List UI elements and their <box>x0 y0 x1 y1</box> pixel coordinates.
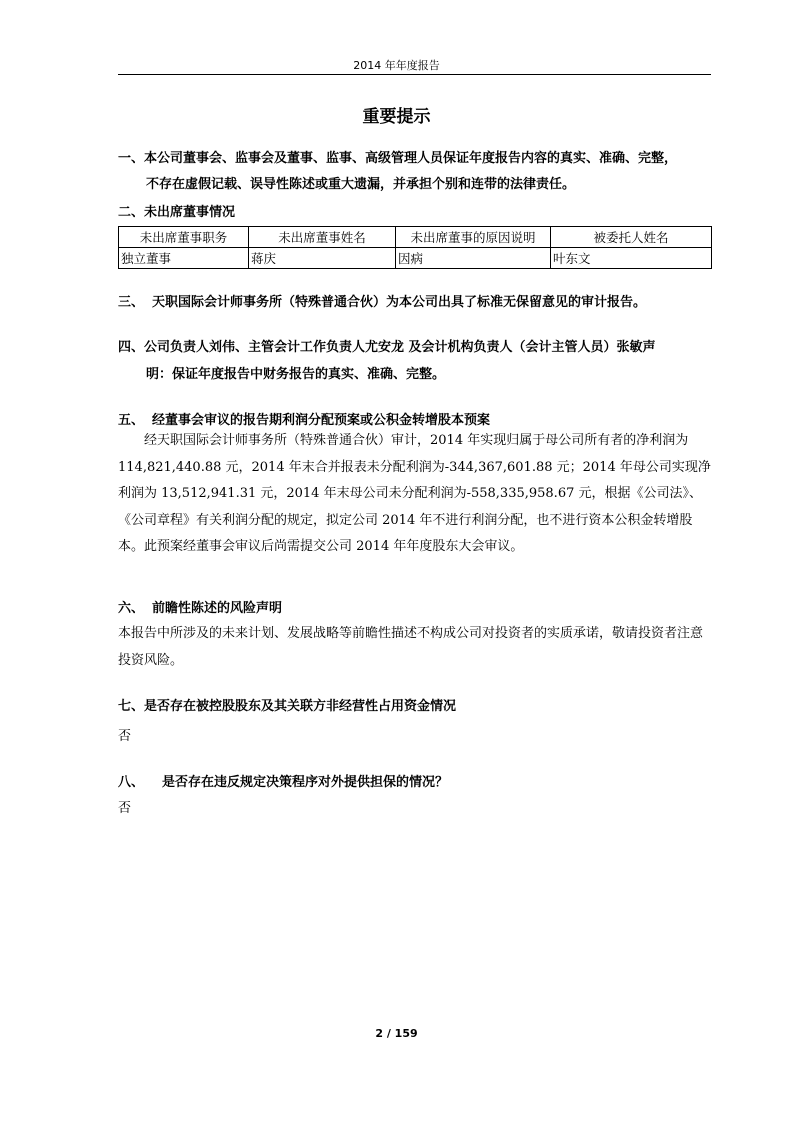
page-number: 2 / 159 <box>375 1027 418 1040</box>
section-2-number: 二、 <box>118 205 145 220</box>
section-8-number: 八、 <box>118 775 145 790</box>
section-4-line-1 <box>118 336 656 355</box>
section-5-heading <box>118 409 490 428</box>
table-cell: 蒋庆 <box>249 248 396 269</box>
table-cell: 因病 <box>396 248 551 269</box>
running-header: 2014 年年度报告 <box>353 59 440 72</box>
section-2-title: 未出席董事情况 <box>144 205 236 220</box>
section-3-number: 三、 <box>118 295 145 310</box>
section-4-text-line-1: 公司负责人刘伟、主管会计工作负责人尤安龙 及会计机构负责人（会计主管人员）张敏声 <box>144 340 656 355</box>
section-7-number: 七、 <box>118 699 145 714</box>
section-7-title: 是否存在被控股股东及其关联方非经营性占用资金情况 <box>144 699 457 714</box>
section-6-heading <box>118 597 282 616</box>
section-1-text-line-2: 不存在虚假记载、误导性陈述或重大遗漏，并承担个别和连带的法律责任。 <box>146 177 576 192</box>
section-1-text-line-1: 本公司董事会、监事会及董事、监事、高级管理人员保证年度报告内容的真实、准确、完整， <box>144 151 678 166</box>
section-8-title: 是否存在违反规定决策程序对外提供担保的情况？ <box>162 775 449 790</box>
section-5-body: 经天职国际会计师事务所（特殊普通合伙）审计，2014 年实现归属于母公司所有者的净利润为 114,821,440.88 元，2014 年末合并报表未分配利润为-344,367,601.88 元；2014 年母公司实现净利润为 13,512,941.31 元，2014 年末母公司未分配利润为-558,335,958.67 元，根据《公司法》、《公司章程》有关利润分配的规定，拟定公司 2014 年不进行利润分配，也不进行资本公积金转增股本。此预案经董事会审议后尚需提交公司 2014 年年度股东大会审议。 <box>118 433 711 554</box>
absent-directors-table <box>118 226 712 269</box>
table-cell: 叶东文 <box>551 248 712 269</box>
section-6-body: 本报告中所涉及的未来计划、发展战略等前瞻性描述不构成公司对投资者的实质承诺，敬请投资者注意投资风险。 <box>118 626 704 668</box>
section-2-heading <box>118 201 235 220</box>
table-header-cell: 未出席董事职务 <box>119 227 249 248</box>
table-cell: 独立董事 <box>119 248 249 269</box>
section-7-heading <box>118 695 456 714</box>
header-rule <box>118 74 711 75</box>
section-6-title: 前瞻性陈述的风险声明 <box>152 601 283 616</box>
section-3-text: 天职国际会计师事务所（特殊普通合伙）为本公司出具了标准无保留意见的审计报告。 <box>152 295 647 310</box>
table-header-cell: 被委托人姓名 <box>551 227 712 248</box>
section-3 <box>118 291 646 310</box>
section-4-number: 四、 <box>118 340 145 355</box>
section-6-number: 六、 <box>118 601 145 616</box>
table-header-row <box>119 227 712 248</box>
section-5-number: 五、 <box>118 413 145 428</box>
table-header-cell: 未出席董事姓名 <box>249 227 396 248</box>
section-1-number: 一、 <box>118 151 145 166</box>
section-8-heading <box>118 771 448 790</box>
section-5-title: 经董事会审议的报告期利润分配预案或公积金转增股本预案 <box>152 413 491 428</box>
section-1-line-1 <box>118 147 677 166</box>
table-row <box>119 248 712 269</box>
section-4-text-line-2: 明：保证年度报告中财务报告的真实、准确、完整。 <box>146 367 446 382</box>
table-header-cell: 未出席董事的原因说明 <box>396 227 551 248</box>
page-title: 重要提示 <box>362 107 431 127</box>
section-8-answer: 否 <box>118 801 132 816</box>
section-7-answer: 否 <box>118 729 132 744</box>
